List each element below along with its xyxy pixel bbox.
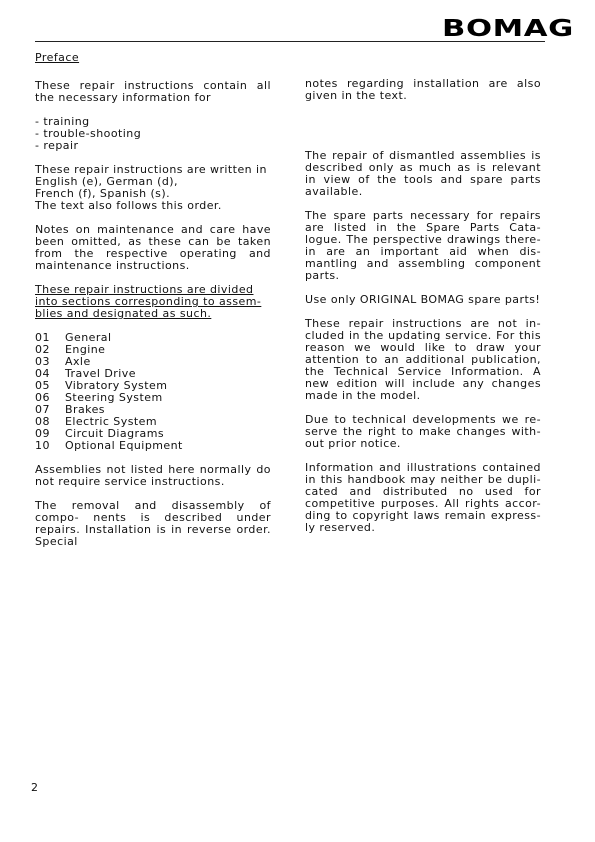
languages-line: English (e), German (d), xyxy=(35,175,178,188)
purpose-list xyxy=(35,116,271,152)
section-number: 02 xyxy=(35,343,50,356)
section-title: Electric System xyxy=(65,415,158,428)
notes-paragraph: Notes on maintenance and care have been omitted, as these can be taken from the respective operating and maintenance instructions. xyxy=(35,223,271,272)
section-title: Travel Drive xyxy=(65,367,136,380)
updating-paragraph: These repair instructions are not in- cluded in the updating service. For this reason we would like to draw your attention to an additional publication, the Technical Service Information. A new edition will include any changes made in the model. xyxy=(305,317,541,402)
section-number: 10 xyxy=(35,439,50,452)
languages-line: These repair instructions are written in xyxy=(35,163,267,176)
right-column xyxy=(305,52,541,546)
section-title: General xyxy=(65,331,112,344)
list-item: - trouble-shooting xyxy=(35,128,271,140)
developments-paragraph: Due to technical developments we re- serve the right to make changes with- out prior notice. xyxy=(305,413,541,450)
column-spacer xyxy=(305,114,541,150)
languages-paragraph xyxy=(35,164,271,212)
header-rule xyxy=(35,41,545,42)
bomag-logo: BOMAG xyxy=(442,15,574,43)
list-item: - repair xyxy=(35,140,271,152)
section-list xyxy=(35,332,271,452)
column-spacer xyxy=(305,52,541,78)
section-title: Engine xyxy=(65,343,106,356)
section-title: Circuit Diagrams xyxy=(65,427,165,440)
languages-line: French (f), Spanish (s). xyxy=(35,187,171,200)
section-title: Steering System xyxy=(65,391,163,404)
sections-line: into sections corresponding to assem- xyxy=(35,295,262,308)
section-item xyxy=(35,440,271,452)
section-title: Vibratory System xyxy=(65,379,168,392)
section-number: 03 xyxy=(35,355,50,368)
removal-paragraph: The removal and disassembly of compo- nents is described under repairs. Installation is in reverse order. Special xyxy=(35,499,271,548)
section-number: 04 xyxy=(35,367,50,380)
section-number: 06 xyxy=(35,391,50,404)
sections-paragraph xyxy=(35,284,271,320)
section-title: Axle xyxy=(65,355,91,368)
section-number: 08 xyxy=(35,415,50,428)
assemblies-paragraph: Assemblies not listed here normally do not require service instructions. xyxy=(35,463,271,488)
rights-paragraph: Information and illustrations contained in this handbook may neither be dupli- cated and distributed no used for competitive purposes. All rights accor- ding to copyright laws remain express- ly reserved. xyxy=(305,461,541,534)
section-number: 01 xyxy=(35,331,50,344)
notes-continued-paragraph: notes regarding installation are also given in the text. xyxy=(305,77,541,102)
section-number: 09 xyxy=(35,427,50,440)
intro-paragraph: These repair instructions contain all the necessary information for xyxy=(35,79,271,104)
section-title: Brakes xyxy=(65,403,105,416)
section-number: 05 xyxy=(35,379,50,392)
section-title: Optional Equipment xyxy=(65,439,183,452)
preface-heading: Preface xyxy=(35,51,80,64)
original-parts-paragraph: Use only ORIGINAL BOMAG spare parts! xyxy=(305,293,541,306)
dismantled-paragraph: The repair of dismantled assemblies is described only as much as is relevant in view of the tools and spare parts available. xyxy=(305,149,541,198)
section-number: 07 xyxy=(35,403,50,416)
list-item: - training xyxy=(35,116,271,128)
left-column xyxy=(35,52,271,560)
sections-line: These repair instructions are divided xyxy=(35,283,254,296)
sections-line: blies and designated as such. xyxy=(35,307,212,320)
page-number: 2 xyxy=(31,781,38,794)
languages-line: The text also follows this order. xyxy=(35,199,222,212)
spare-parts-paragraph: The spare parts necessary for repairs are listed in the Spare Parts Cata- logue. The perspective drawings there- in are an important aid when dis- mantling and assembling component parts. xyxy=(305,209,541,282)
